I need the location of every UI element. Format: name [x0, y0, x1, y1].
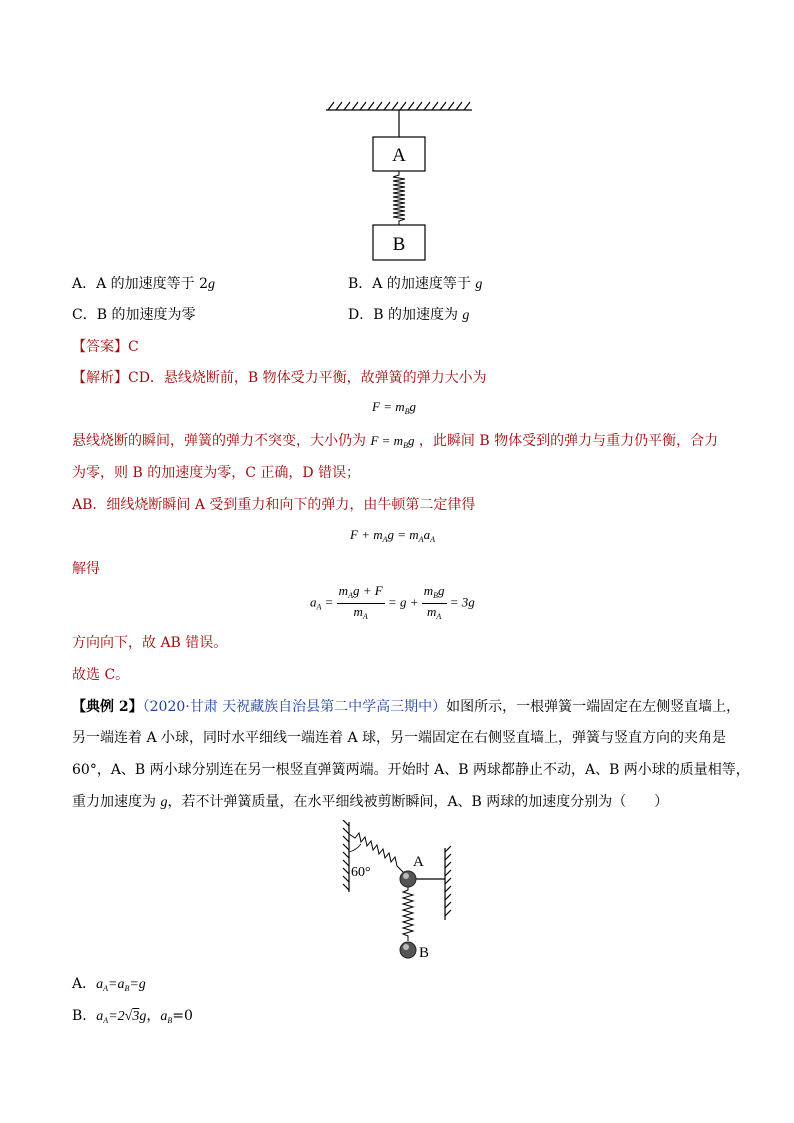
- example-2-text-4a: 重力加速度为: [72, 794, 161, 810]
- inline-eq: [370, 433, 414, 448]
- analysis-text-3: 为零，则 B 的加速度为零，C 正确，D 错误；: [72, 465, 361, 481]
- eq3-lhs: a: [310, 594, 317, 610]
- equation-1: [372, 398, 416, 421]
- eq3-f1-den-sub: A: [362, 612, 368, 621]
- eq1-tail: g: [409, 399, 416, 414]
- answer-label: 【答案】: [72, 339, 128, 355]
- eq3-f1-den: m: [353, 604, 363, 619]
- eq3-f1-num: m: [338, 583, 349, 598]
- figure-2-diagram: [335, 820, 465, 965]
- spring-1: [393, 171, 405, 225]
- eq3-lhs-sub: A: [316, 602, 322, 612]
- ball-b-label: B: [419, 945, 430, 961]
- example-2-line-4: [72, 793, 668, 812]
- vertical-spring: [403, 887, 413, 941]
- analysis-line-2: [72, 432, 718, 455]
- ceiling-hatch: [326, 102, 472, 110]
- eq2-sub3: A: [430, 535, 435, 544]
- analysis-line-1: [72, 369, 487, 387]
- analysis-line-7: [72, 666, 129, 684]
- eq2-sub1: A: [382, 535, 388, 544]
- option-1-a: [72, 275, 215, 294]
- eq3-fraction-1: [337, 583, 385, 624]
- answer-value: C: [128, 339, 139, 355]
- ball-a: [400, 871, 416, 887]
- option-2-a-expr: $a_A=a_B=g$: [96, 977, 146, 993]
- example-2-label: 【典例 2】: [72, 699, 143, 715]
- example-2-text-4b: ，若不计弹簧质量，在水平细线被剪断瞬间，A、B 两球的加速度分别为（ ）: [167, 794, 669, 810]
- eq3-mid: = g +: [387, 594, 419, 610]
- box-b-label: B: [392, 234, 406, 255]
- analysis-text-6: 方向向下，故 AB 错误。: [72, 635, 228, 651]
- eq2-sub2: A: [418, 535, 424, 544]
- eq3-equals-1: =: [324, 594, 334, 610]
- option-1-c-text: C．B 的加速度为零: [72, 307, 196, 323]
- left-wall: [343, 820, 349, 892]
- analysis-text-7: 故选 C。: [72, 667, 130, 683]
- eq3-f2-num: m: [423, 583, 434, 598]
- example-2-text-1: 如图所示，一根弹簧一端固定在左侧竖直墙上，: [446, 699, 741, 715]
- option-2-a: [72, 975, 146, 998]
- eq3-f2-num-sub: B: [433, 591, 438, 600]
- option-2-b: B．$a_A=2√3g$，$a_B=0$: [72, 1008, 193, 1025]
- ball-a-highlight: [403, 873, 409, 879]
- eq3-f2-den: m: [426, 604, 437, 619]
- analysis-line-5: [72, 560, 100, 578]
- example-2-line-1: [72, 698, 740, 716]
- figure-1-diagram: [320, 96, 480, 266]
- inline-eq-tail: g: [407, 433, 415, 448]
- analysis-line-4: [72, 496, 475, 514]
- example-2-text-2: 另一端连着 A 小球，同时水平细线一端连着 A 球，另一端固定在右侧竖直墙上，弹簧与竖直方向的夹角是: [72, 730, 727, 746]
- option-1-b-text: B．A 的加速度等于: [348, 276, 476, 292]
- analysis-line-3: [72, 464, 360, 482]
- eq3-end: = 3g: [449, 594, 475, 610]
- eq3-f1-num-sub: A: [348, 591, 353, 600]
- option-1-d-var: g: [462, 308, 470, 323]
- equation-3: [310, 583, 475, 624]
- box-a-label: A: [392, 145, 406, 166]
- analysis-text-5: 解得: [72, 561, 100, 577]
- analysis-text-2a: 悬线烧断的瞬间，弹簧的弹力不突变，大小仍为: [72, 433, 366, 449]
- inline-eq-main: F = m: [370, 433, 404, 448]
- eq2-c: a: [423, 527, 431, 542]
- analysis-label: 【解析】: [72, 370, 128, 386]
- inline-eq-sub: B: [403, 441, 408, 450]
- eq3-fraction-2: [422, 583, 447, 624]
- example-2-line-3: [72, 761, 750, 779]
- eq2-b: g = m: [387, 527, 419, 542]
- option-1-c: [72, 306, 195, 324]
- ball-a-label: A: [413, 854, 424, 870]
- eq2-a: F + m: [350, 527, 383, 542]
- example-2-line-2: [72, 729, 726, 747]
- ball-b: [400, 942, 416, 958]
- option-1-d-text: D．B 的加速度为: [348, 307, 463, 323]
- angle-label: 60°: [351, 865, 371, 880]
- eq3-f2-den-sub: A: [436, 612, 442, 621]
- option-1-b: [348, 275, 482, 294]
- option-1-a-text: A．A 的加速度等于 2: [72, 276, 209, 292]
- eq1-sub: B: [404, 407, 410, 416]
- option-2-b-expr: $a_A=2√3g$: [96, 1009, 147, 1025]
- right-wall: [445, 846, 451, 920]
- analysis-text-2b: ，此瞬间 B 物体受到的弹力与重力仍平衡，合力: [418, 433, 719, 449]
- option-2-a-prefix: A．: [72, 976, 97, 992]
- example-2-source: （2020·甘肃 天祝藏族自治县第二中学高三期中）: [142, 699, 447, 715]
- option-1-d: [348, 306, 469, 325]
- analysis-text-1: CD．悬线烧断前，B 物体受力平衡，故弹簧的弹力大小为: [128, 370, 487, 386]
- eq3-f2-num-tail: g: [438, 583, 445, 598]
- example-2-var-g: g: [160, 795, 168, 810]
- example-2-text-3: 60°，A、B 两小球分别连在另一根竖直弹簧两端。开始时 A、B 两球都静止不动，A、B 两小球的质量相等，: [72, 762, 750, 778]
- eq1-main: F = m: [372, 399, 405, 414]
- option-1-a-var: g: [208, 277, 216, 292]
- option-1-b-var: g: [475, 277, 483, 292]
- eq3-f1-num-tail: g + F: [352, 583, 383, 598]
- equation-2: [350, 526, 435, 549]
- option-2-b-prefix: B．: [72, 1008, 97, 1024]
- angle-arc: [349, 844, 361, 852]
- analysis-line-6: [72, 634, 227, 652]
- analysis-text-4: AB．细线烧断瞬间 A 受到重力和向下的弹力，由牛顿第二定律得: [72, 497, 476, 513]
- answer-line: [72, 338, 139, 356]
- ball-b-highlight: [403, 944, 409, 950]
